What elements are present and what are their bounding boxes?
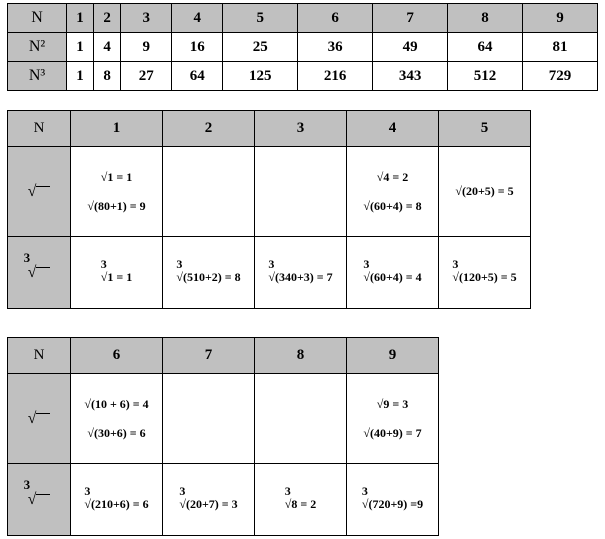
- header-cell: 9: [347, 338, 439, 374]
- table-cell: 36: [298, 33, 373, 62]
- cube-root-cell: 3 √(720+9) =9: [347, 464, 439, 536]
- square-root-cell: [347, 374, 439, 464]
- table-cell: 343: [373, 62, 448, 91]
- square-root-cell: [71, 147, 163, 237]
- square-root-cell: [439, 147, 531, 237]
- header-cell: 8: [255, 338, 347, 374]
- square-root-cell: [163, 147, 255, 237]
- root-expression: √(80+1) = 9: [87, 198, 146, 213]
- cube-root-label: [8, 464, 71, 536]
- cube-root-cell: 3 √(210+6) = 6: [71, 464, 163, 536]
- cube-root-cell: 3 √(340+3) = 7: [255, 237, 347, 309]
- root-expression: √(60+4) = 8: [363, 198, 422, 213]
- header-cell: 3: [255, 111, 347, 147]
- cube-root-cell: 3 √8 = 2: [255, 464, 347, 536]
- cube-root-label: [8, 237, 71, 309]
- table-cell: 4: [94, 33, 121, 62]
- table-cell: 27: [121, 62, 172, 91]
- table-cell: 81: [522, 33, 597, 62]
- table-cell: 1: [67, 62, 94, 91]
- header-cell: 1: [71, 111, 163, 147]
- table-cell: 49: [373, 33, 448, 62]
- header-cell: 8: [448, 4, 523, 33]
- header-cell: 5: [223, 4, 298, 33]
- root-expression: √(20+5) = 5: [455, 184, 514, 198]
- header-cell: 4: [172, 4, 223, 33]
- table-cell: 125: [223, 62, 298, 91]
- square-root-icon: √: [28, 410, 51, 428]
- header-cell: 3: [121, 4, 172, 33]
- square-root-cell: [347, 147, 439, 237]
- roots-header-row: [8, 338, 439, 374]
- square-root-cell: [71, 374, 163, 464]
- cube-root-cell: 3 √1 = 1: [71, 237, 163, 309]
- header-cell: 5: [439, 111, 531, 147]
- square-root-row: [8, 374, 439, 464]
- powers-header-row: [8, 4, 598, 33]
- header-cell: N: [8, 4, 67, 33]
- header-cell: N: [8, 338, 71, 374]
- cube-root-row: [8, 237, 531, 309]
- squares-row: [8, 33, 598, 62]
- table-cell: 1: [67, 33, 94, 62]
- table-cell: 216: [298, 62, 373, 91]
- header-cell: 7: [163, 338, 255, 374]
- roots-table-1: [7, 110, 531, 309]
- square-root-row: [8, 147, 531, 237]
- header-cell: 9: [522, 4, 597, 33]
- header-cell: 4: [347, 111, 439, 147]
- header-cell: 7: [373, 4, 448, 33]
- root-expression: √(30+6) = 6: [87, 425, 146, 440]
- header-cell: 1: [67, 4, 94, 33]
- table-cell: 64: [172, 62, 223, 91]
- cube-root-cell: 3 √(510+2) = 8: [163, 237, 255, 309]
- table-cell: 64: [448, 33, 523, 62]
- square-root-cell: [163, 374, 255, 464]
- header-cell: 2: [163, 111, 255, 147]
- header-cell: 6: [298, 4, 373, 33]
- header-cell: N: [8, 111, 71, 147]
- root-expression: √(40+9) = 7: [363, 425, 422, 440]
- row-label: N³: [8, 62, 67, 91]
- table-cell: 729: [522, 62, 597, 91]
- cube-root-cell: 3 √(120+5) = 5: [439, 237, 531, 309]
- table-cell: 8: [94, 62, 121, 91]
- cubes-row: [8, 62, 598, 91]
- square-root-cell: [255, 374, 347, 464]
- row-label: N²: [8, 33, 67, 62]
- cube-root-icon: 3 √: [28, 491, 51, 509]
- table-cell: 512: [448, 62, 523, 91]
- root-expression: √1 = 1: [100, 169, 133, 184]
- roots-table-2: [7, 337, 439, 536]
- square-root-icon: √: [28, 183, 51, 201]
- table-cell: 16: [172, 33, 223, 62]
- root-expression: √4 = 2: [376, 169, 409, 184]
- header-cell: 2: [94, 4, 121, 33]
- roots-header-row: [8, 111, 531, 147]
- cube-root-row: [8, 464, 439, 536]
- cube-root-cell: 3 √(20+7) = 3: [163, 464, 255, 536]
- header-cell: 6: [71, 338, 163, 374]
- cube-root-cell: 3 √(60+4) = 4: [347, 237, 439, 309]
- table-cell: 9: [121, 33, 172, 62]
- square-root-label: [8, 374, 71, 464]
- square-root-cell: [255, 147, 347, 237]
- root-expression: √(10 + 6) = 4: [84, 396, 149, 411]
- cube-root-icon: 3 √: [28, 264, 51, 282]
- table-cell: 25: [223, 33, 298, 62]
- powers-table: [7, 3, 598, 91]
- root-expression: √9 = 3: [376, 396, 409, 411]
- square-root-label: [8, 147, 71, 237]
